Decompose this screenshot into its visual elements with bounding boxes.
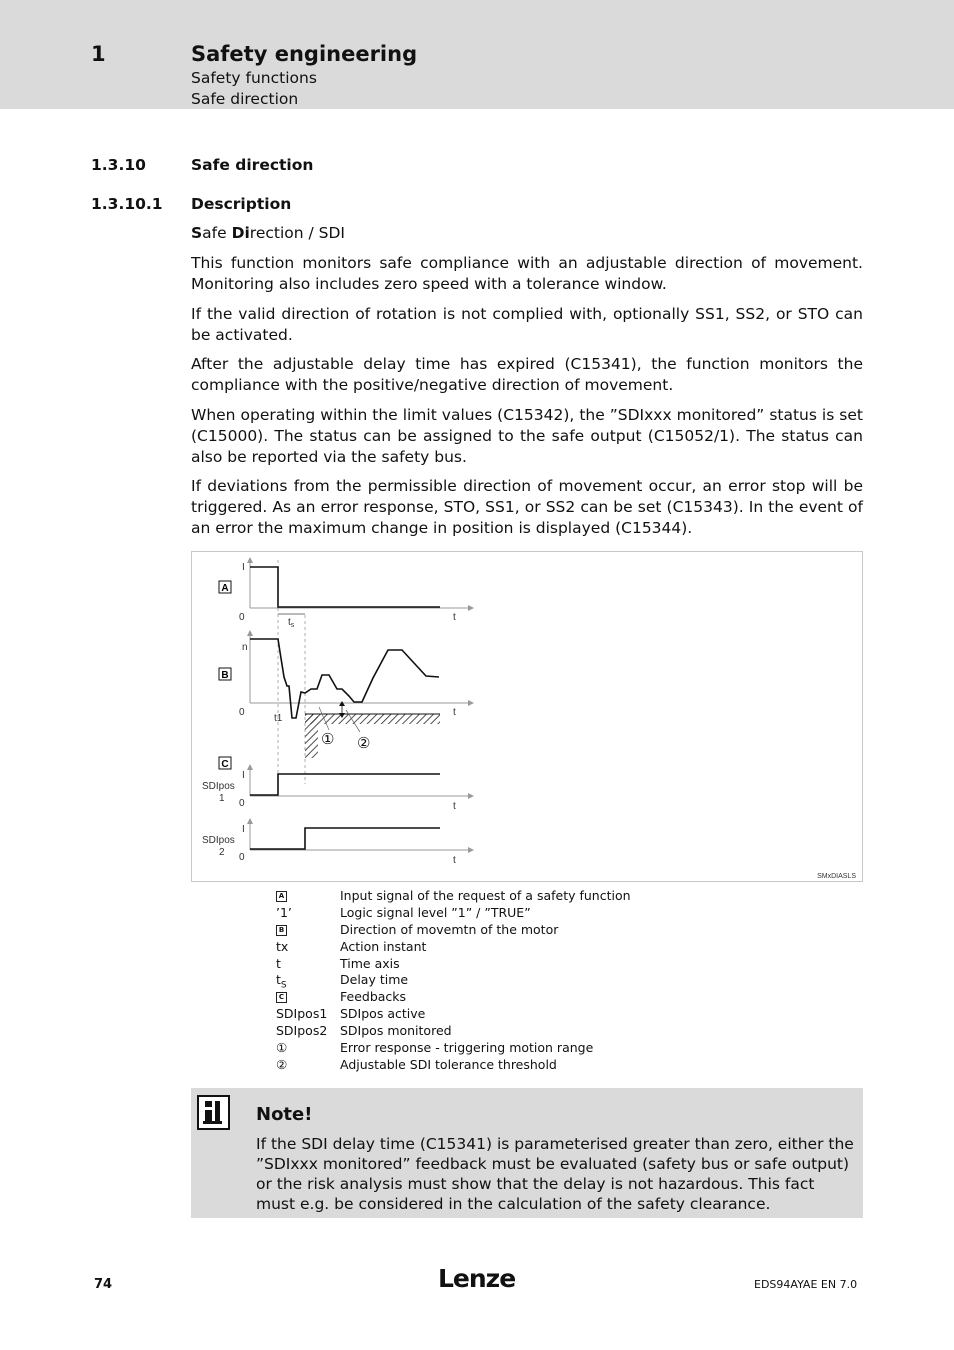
paragraph-1: This function monitors safe compliance with an adjustable direction of movement. Monitoring also includes zero speed with a tolerance window. bbox=[191, 254, 863, 293]
legend-box-c: C bbox=[276, 992, 287, 1003]
legend-key bbox=[276, 989, 340, 1006]
legend-desc: SDIpos active bbox=[340, 1006, 426, 1022]
axis-c1-y-arrow bbox=[247, 764, 253, 770]
axis-c1-x-arrow bbox=[468, 793, 474, 799]
note-title: Note! bbox=[256, 1104, 313, 1125]
label-c2-zero: 0 bbox=[239, 852, 245, 863]
label-sdipos1: SDIpos bbox=[202, 781, 235, 792]
legend-desc: Action instant bbox=[340, 938, 427, 954]
tolerance-hatch-vertical bbox=[305, 714, 318, 758]
label-sdipos2: SDIpos bbox=[202, 835, 235, 846]
lenze-logo: Lenze bbox=[438, 1264, 516, 1293]
section-number: 1.3.10 bbox=[91, 156, 146, 174]
box-b-label: B bbox=[221, 670, 229, 681]
legend-key-main: t bbox=[276, 972, 281, 988]
info-icon-svg bbox=[199, 1097, 228, 1128]
page-number: 74 bbox=[94, 1277, 113, 1292]
box-a-label: A bbox=[221, 583, 229, 594]
legend-box-a: A bbox=[276, 891, 287, 902]
legend-desc: Adjustable SDI tolerance threshold bbox=[340, 1056, 557, 1072]
paragraph-2: If the valid direction of rotation is not complied with, optionally SS1, SS2, or STO can be activated. bbox=[191, 305, 863, 344]
function-name bbox=[191, 223, 863, 244]
label-a-one: I bbox=[242, 562, 245, 573]
legend-key: SDIpos2 bbox=[276, 1023, 328, 1039]
legend-desc: Feedbacks bbox=[340, 989, 407, 1005]
chapter-title: Safety engineering bbox=[191, 42, 418, 66]
info-icon bbox=[197, 1095, 230, 1130]
legend-key bbox=[276, 922, 340, 939]
panel-c bbox=[202, 757, 474, 866]
timing-diagram bbox=[191, 551, 863, 882]
signal-a bbox=[250, 567, 440, 607]
legend-key: ① bbox=[276, 1040, 288, 1056]
axis-a-y-arrow bbox=[247, 557, 253, 563]
legend-desc: SDIpos monitored bbox=[340, 1023, 452, 1039]
label-c1-zero: 0 bbox=[239, 798, 245, 809]
subsection-title: Description bbox=[191, 195, 292, 213]
timing-diagram-svg bbox=[192, 552, 864, 883]
label-b-t: t bbox=[453, 707, 456, 718]
label-ts: $t_s$ bbox=[288, 617, 295, 629]
axis-b-y-arrow bbox=[247, 630, 253, 636]
legend-key: tx bbox=[276, 938, 289, 954]
chapter-number: 1 bbox=[91, 42, 106, 66]
axis-c2-y-arrow bbox=[247, 818, 253, 824]
subsection-number: 1.3.10.1 bbox=[91, 195, 163, 213]
legend-key bbox=[276, 888, 340, 905]
document-id: EDS94AYAE EN 7.0 bbox=[754, 1278, 858, 1291]
legend-desc: Logic signal level ”1” / ”TRUE” bbox=[340, 904, 531, 920]
axis-c2-x-arrow bbox=[468, 847, 474, 853]
label-a-t: t bbox=[453, 612, 456, 623]
section-title: Safe direction bbox=[191, 156, 314, 174]
legend-key: t bbox=[276, 955, 281, 971]
label-c2-t: t bbox=[453, 855, 456, 866]
axis-a-x-arrow bbox=[468, 605, 474, 611]
legend-box-b: B bbox=[276, 925, 287, 936]
signal-sdipos2 bbox=[250, 828, 440, 849]
label-b-zero: 0 bbox=[239, 707, 245, 718]
function-name-s: S bbox=[191, 224, 203, 242]
legend-desc: Time axis bbox=[340, 955, 400, 971]
label-t1: t1 bbox=[274, 713, 283, 724]
function-name-s-rest: afe bbox=[202, 224, 232, 242]
function-name-di: Di bbox=[231, 224, 250, 242]
label-a-zero: 0 bbox=[239, 612, 245, 623]
signal-sdipos1 bbox=[250, 774, 440, 795]
callout-2: ② bbox=[357, 735, 371, 752]
note-box bbox=[191, 1088, 863, 1218]
callout-1: ① bbox=[321, 731, 335, 748]
paragraph-4: When operating within the limit values (C15342), the ”SDIxxx monitored” status is set (C15000). The status can be assigned to the safe output (C15052/1). The status can also be reported via the safety bus. bbox=[191, 406, 863, 466]
header-subtitle-2: Safe direction bbox=[191, 90, 299, 108]
tolerance-hatch-horizontal bbox=[305, 714, 440, 724]
legend-key-sub: S bbox=[280, 980, 287, 991]
paragraph-3: After the adjustable delay time has expired (C15341), the function monitors the compliance with the positive/negative direction of movement. bbox=[191, 355, 863, 394]
legend-desc: Input signal of the request of a safety function bbox=[340, 888, 631, 903]
figure-id: SMxDIASLS bbox=[817, 873, 856, 880]
label-c1-t: t bbox=[453, 801, 456, 812]
label-c2-one: I bbox=[242, 824, 245, 835]
legend-desc: Direction of movemtn of the motor bbox=[340, 921, 559, 937]
label-sdipos2-num: 2 bbox=[219, 847, 225, 858]
legend-key: SDIpos1 bbox=[276, 1006, 328, 1022]
panel-b bbox=[219, 630, 474, 758]
label-b-n: n bbox=[242, 642, 248, 653]
box-c-label: C bbox=[221, 759, 229, 770]
function-name-di-rest: rection / SDI bbox=[249, 224, 345, 242]
label-c1-one: I bbox=[242, 770, 245, 781]
axis-b-x-arrow bbox=[468, 700, 474, 706]
header-band bbox=[0, 0, 954, 109]
legend-key: ② bbox=[276, 1056, 288, 1072]
legend-key: ’1’ bbox=[276, 904, 292, 920]
header-subtitle-1: Safety functions bbox=[191, 69, 317, 87]
paragraph-5: If deviations from the permissible direction of movement occur, an error stop will be triggered. As an error response, STO, SS1, or SS2 can be set (C15343). In the event of an error the maximum change in position is displayed (C15344). bbox=[191, 477, 863, 537]
note-text: If the SDI delay time (C15341) is parameterised greater than zero, either the ”SDIxxx monitored” feedback must be evaluated (safety bus or safe output) or the risk analysis must show that the delay is not hazardous. This fact must e.g. be considered in the calculation of the safety clearance. bbox=[256, 1135, 854, 1213]
label-sdipos1-num: 1 bbox=[219, 793, 225, 804]
panel-a bbox=[219, 557, 474, 623]
legend-desc: Error response - triggering motion range bbox=[340, 1040, 594, 1056]
legend-desc: Delay time bbox=[340, 972, 409, 988]
